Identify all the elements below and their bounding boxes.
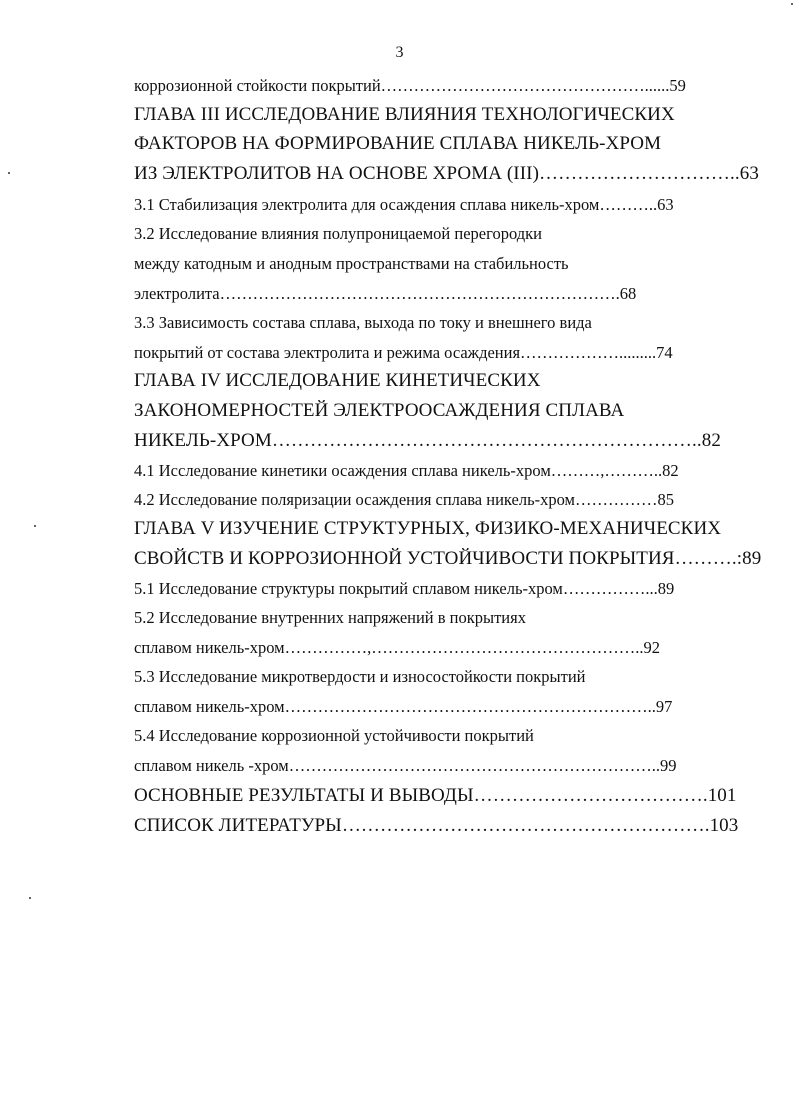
toc-line: 5.1 Исследование структуры покрытий сплавом никель-хром……………...89 bbox=[134, 579, 675, 598]
toc-line: между катодным и анодным пространствами на стабильность bbox=[134, 254, 569, 273]
toc-line: НИКЕЛЬ-ХРОМ…………………………………………………………..82 bbox=[134, 430, 721, 451]
toc-line: сплавом никель-хром……………,…………………………………………..92 bbox=[134, 638, 660, 657]
scan-speck bbox=[34, 525, 36, 527]
toc-line: 4.2 Исследование поляризации осаждения сплава никель-хром……………85 bbox=[134, 490, 674, 509]
toc-line: электролита……………………………………………………………….68 bbox=[134, 284, 637, 303]
toc-line: сплавом никель-хром…………………………………………………………..97 bbox=[134, 697, 673, 716]
toc-line: 5.2 Исследование внутренних напряжений в покрытиях bbox=[134, 608, 526, 627]
toc-line: 4.1 Исследование кинетики осаждения сплава никель-хром………,………..82 bbox=[134, 461, 679, 480]
toc-line: сплавом никель -хром…………………………………………………………..99 bbox=[134, 756, 677, 775]
page-number: 3 bbox=[395, 44, 404, 61]
toc-line: ГЛАВА IV ИССЛЕДОВАНИЕ КИНЕТИЧЕСКИХ bbox=[134, 370, 541, 391]
toc-line: покрытий от состава электролита и режима осаждения……………….........74 bbox=[134, 343, 673, 362]
toc-line: коррозионной стойкости покрытий…………………………………………......59 bbox=[134, 76, 686, 95]
toc-line: ГЛАВА III ИССЛЕДОВАНИЕ ВЛИЯНИЯ ТЕХНОЛОГИЧЕСКИХ bbox=[134, 104, 675, 125]
toc-line: ГЛАВА V ИЗУЧЕНИЕ СТРУКТУРНЫХ, ФИЗИКО-МЕХАНИЧЕСКИХ bbox=[134, 518, 722, 539]
toc-line: 3.3 Зависимость состава сплава, выхода по току и внешнего вида bbox=[134, 313, 592, 332]
scan-speck bbox=[791, 3, 793, 5]
toc-line: ФАКТОРОВ НА ФОРМИРОВАНИЕ СПЛАВА НИКЕЛЬ-ХРОМ bbox=[134, 133, 662, 154]
toc-line: ИЗ ЭЛЕКТРОЛИТОВ НА ОСНОВЕ ХРОМА (III)…………………………..63 bbox=[134, 163, 759, 184]
toc-line: СВОЙСТВ И КОРРОЗИОННОЙ УСТОЙЧИВОСТИ ПОКРЫТИЯ……….:89 bbox=[134, 548, 762, 569]
toc-line: СПИСОК ЛИТЕРАТУРЫ………………………………………………….103 bbox=[134, 815, 739, 836]
toc-line: 3.2 Исследование влияния полупроницаемой перегородки bbox=[134, 224, 542, 243]
toc-line: ЗАКОНОМЕРНОСТЕЙ ЭЛЕКТРООСАЖДЕНИЯ СПЛАВА bbox=[134, 400, 625, 421]
toc-line: 5.4 Исследование коррозионной устойчивости покрытий bbox=[134, 726, 534, 745]
scan-speck bbox=[29, 897, 31, 899]
scan-speck bbox=[8, 172, 10, 174]
toc-line: ОСНОВНЫЕ РЕЗУЛЬТАТЫ И ВЫВОДЫ……………………………….101 bbox=[134, 785, 737, 806]
toc-line: 3.1 Стабилизация электролита для осаждения сплава никель-хром………..63 bbox=[134, 195, 674, 214]
toc-line: 5.3 Исследование микротвердости и износостойкости покрытий bbox=[134, 667, 586, 686]
